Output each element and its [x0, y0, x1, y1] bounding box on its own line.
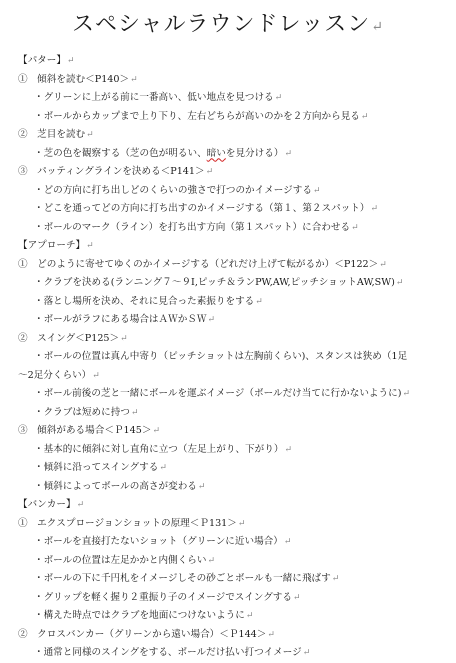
bullet-item [18, 385, 448, 404]
paragraph-mark-icon: ↵ [284, 148, 292, 159]
line-text: ・グリーンに上がる前に一番高い、低い地点を見つける [34, 92, 274, 103]
paragraph-mark-icon: ↵ [245, 611, 254, 621]
line-text: ・ボールを直接打たないショット（グリーンに近い場合） [34, 536, 283, 547]
paragraph-mark-icon: ↵ [331, 574, 340, 584]
line-text: ② 芝目を読む [18, 129, 86, 140]
paragraph-mark-icon: ↵ [120, 333, 128, 344]
line-text: ・どこを通ってどの方向に打ち出すのかイメージする（第１、第２スパット） [34, 203, 370, 214]
bullet-item [18, 200, 448, 219]
section-header-approach [18, 237, 448, 256]
line-text: ① 傾斜を読む＜P140＞ [18, 73, 130, 85]
line-text: ・ボール前後の芝と一緒にボールを運ぶイメージ（ボールだけ当てに行かないように) [34, 388, 402, 399]
paragraph-mark-icon: ↵ [379, 259, 387, 270]
bullet-item [18, 533, 448, 552]
paragraph-mark-icon: ↵ [292, 592, 301, 603]
section-header-bunker [18, 496, 448, 515]
paragraph-mark-icon: ↵ [255, 296, 263, 307]
line-text: 【アプローチ】 [18, 240, 86, 251]
line-text: ・クラブは短めに持つ [34, 406, 130, 418]
bullet-item [18, 274, 448, 293]
bullet-item [18, 311, 448, 330]
paragraph-mark-icon: ↵ [283, 537, 292, 547]
paragraph-mark-icon: ↵ [360, 111, 369, 122]
paragraph-mark-icon: ↵ [66, 56, 75, 66]
bullet-item [18, 644, 448, 663]
bullet-item [18, 404, 448, 423]
paragraph-mark-icon: ↵ [159, 463, 167, 473]
list-item [18, 71, 448, 90]
paragraph-mark-icon: ↵ [152, 426, 160, 436]
line-text: ・クラブを決める(ランニング７～９I,ピッチ＆ランPW,AW,ピッチショットAW,SW) [34, 277, 395, 288]
line-text: ・落とし場所を決め、それに見合った素振りをする [34, 295, 255, 307]
line-text: ・傾斜に沿ってスイングする [34, 462, 159, 473]
list-item [18, 515, 448, 534]
line-text: ② スイング＜P125＞ [18, 332, 120, 344]
bullet-item [18, 552, 448, 571]
paragraph-mark-icon: ↵ [371, 19, 385, 35]
bullet-item [18, 182, 448, 201]
line-text: ・ボールからカップまで上り下り、左右どちらが高いのかを２方向から見る [34, 110, 360, 122]
paragraph-mark-icon: ↵ [207, 315, 216, 325]
list-item [18, 126, 448, 145]
line-text: ・基本的に傾斜に対し直角に立つ（左足上がり、下がり） [34, 443, 284, 455]
list-item [18, 626, 448, 645]
line-text: ① どのように寄せてゆくのかイメージする（どれだけ上げて転がるか）＜P122＞ [18, 258, 379, 270]
bullet-item [18, 589, 448, 608]
bullet-item [18, 478, 448, 497]
paragraph-mark-icon: ↵ [76, 500, 85, 510]
list-item [18, 163, 448, 182]
spellcheck-underlined-word[interactable]: 暗い [206, 147, 226, 159]
paragraph-mark-icon: ↵ [274, 93, 283, 103]
list-item [18, 256, 448, 275]
list-item [18, 422, 448, 441]
paragraph-mark-icon: ↵ [130, 407, 139, 418]
paragraph-mark-icon: ↵ [302, 648, 311, 658]
title-text: スペシャルラウンドレッスン [71, 12, 371, 37]
paragraph-mark-icon: ↵ [86, 241, 94, 251]
paragraph-mark-icon: ↵ [86, 130, 94, 140]
paragraph-mark-icon: ↵ [395, 278, 404, 288]
bullet-item [18, 293, 448, 312]
paragraph-mark-icon: ↵ [351, 222, 359, 233]
bullet-item [18, 89, 448, 108]
line-text: ・構えた時点ではクラブを地面につけないように [34, 610, 245, 621]
line-text: ③ 傾斜がある場合＜Ｐ145＞ [18, 425, 152, 436]
paragraph-mark-icon: ↵ [402, 389, 410, 399]
paragraph-mark-icon: ↵ [197, 481, 206, 492]
line-text: ③ パッティングラインを決める＜P141＞ [18, 166, 205, 177]
bullet-item [18, 459, 448, 478]
bullet-item [18, 145, 448, 164]
paragraph-mark-icon: ↵ [284, 444, 292, 455]
paragraph-mark-icon: ↵ [267, 629, 275, 640]
paragraph-mark-icon: ↵ [207, 555, 216, 566]
line-text: を見分ける） [225, 147, 284, 159]
line-text: ・ボールの位置は真ん中寄り（ピッチショットは左胸前くらい)、スタンスは狭め（1足 [34, 351, 408, 362]
bullet-item-continuation [18, 367, 448, 386]
line-text: 【バンカー】 [18, 499, 76, 510]
bullet-item [18, 607, 448, 626]
page-title [0, 10, 456, 42]
line-text: ・どの方向に打ち出しどのくらいの強さで打つのかイメージする [34, 184, 312, 196]
line-text: ～2足分くらい） [18, 369, 92, 381]
paragraph-mark-icon: ↵ [237, 518, 246, 529]
line-text: ① エクスプロージョンショットの原理＜Ｐ131＞ [18, 517, 237, 529]
bullet-item [18, 570, 448, 589]
line-text: 【パター】 [18, 55, 66, 66]
paragraph-mark-icon: ↵ [130, 74, 138, 85]
line-text: ・芝の色を観察する（芝の色が明るい、 [34, 147, 207, 159]
document-body [18, 52, 448, 663]
line-text: ・ボールの下に千円札をイメージしその砂ごとボールも一緒に飛ばす [34, 573, 331, 584]
line-text: ② クロスバンカー（グリーンから遠い場合）＜Ｐ144＞ [18, 628, 267, 640]
bullet-item [18, 108, 448, 127]
paragraph-mark-icon: ↵ [370, 204, 379, 214]
line-text: ・ボールの位置は左足かかと内側くらい [34, 554, 207, 566]
line-text: ・グリップを軽く握り２重振り子のイメージでスイングする [34, 591, 292, 603]
bullet-item [18, 219, 448, 238]
line-text: ・ボールがラフにある場合はＡＷかＳＷ [34, 314, 207, 325]
line-text: ・傾斜によってボールの高さが変わる [34, 480, 197, 492]
paragraph-mark-icon: ↵ [205, 167, 214, 177]
list-item [18, 330, 448, 349]
bullet-item [18, 441, 448, 460]
paragraph-mark-icon: ↵ [92, 370, 100, 381]
line-text: ・通常と同様のスイングをする、ボールだけ払い打つイメージ [34, 647, 302, 658]
section-header-putter [18, 52, 448, 71]
bullet-item [18, 348, 448, 367]
line-text: ・ボールのマーク（ライン）を打ち出す方向（第１スパット）に合わせる [34, 221, 351, 233]
paragraph-mark-icon: ↵ [312, 185, 321, 196]
